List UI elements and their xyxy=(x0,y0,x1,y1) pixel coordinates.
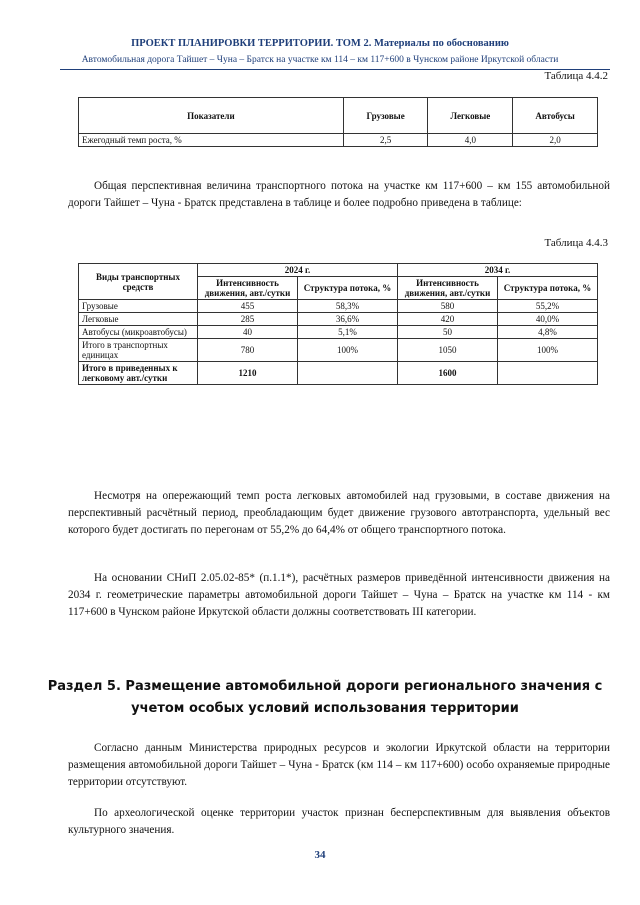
table1-header: Автобусы xyxy=(513,98,598,134)
table2-sub-header: Структура потока, % xyxy=(498,277,598,300)
table1-caption: Таблица 4.4.2 xyxy=(544,70,608,82)
paragraph-3: На основании СНиП 2.05.02-85* (п.1.1*), расчётных размеров приведённой интенсивности движения на 2034 г. геометрические параметры автомобильной дороги Тайшет – Чуна – Братск на участке км 114 - км 117+600 в Чунском районе Иркутской области должны соответствовать III категории. xyxy=(68,572,610,618)
paragraph-1: Общая перспективная величина транспортного потока на участке км 117+600 – км 155 автомобильной дороги Тайшет – Чуна - Братск представлена в таблице и более подробно приведена в таблице: xyxy=(68,180,610,209)
table1-cell: Ежегодный темп роста, % xyxy=(79,134,344,147)
header-subtitle: Автомобильная дорога Тайшет – Чуна – Братск на участке км 114 – км 117+600 в Чунском районе Иркутской области xyxy=(81,55,559,65)
paragraph-4: Согласно данным Министерства природных ресурсов и экологии Иркутской области на территории размещения автомобильной дороги Тайшет – Чуна - Братск (км 114 – км 117+600) особо охраняемые природные территории отсутствуют. xyxy=(68,742,610,788)
header-title: ПРОЕКТ ПЛАНИРОВКИ ТЕРРИТОРИИ. ТОМ 2. Материалы по обоснованию xyxy=(131,38,509,49)
table-row: Автобусы (микроавтобусы) 40 5,1% 50 4,8% xyxy=(79,326,598,339)
table2-sub-header: Интенсивность движения, авт./сутки xyxy=(398,277,498,300)
table-row: Итого в транспортных единицах 780 100% 1050 100% xyxy=(79,339,598,362)
page-number: 34 xyxy=(314,849,326,861)
table2-sub-header: Интенсивность движения, авт./сутки xyxy=(198,277,298,300)
paragraph-5: По археологической оценке территории участок признан бесперспективным для выявления объектов культурного значения. xyxy=(68,807,610,836)
table2-year-header: 2024 г. xyxy=(198,264,398,277)
table1-header: Показатели xyxy=(79,98,344,134)
table1-cell: 2,5 xyxy=(343,134,428,147)
table-row: Грузовые 455 58,3% 580 55,2% xyxy=(79,300,598,313)
header-divider xyxy=(60,69,610,70)
section-title: Раздел 5. Размещение автомобильной дороги регионального значения с учетом особых условий использования территории xyxy=(47,679,603,716)
table-row-total: Итого в приведенных к легковому авт./сутки 1210 1600 xyxy=(79,362,598,385)
table2-sub-header: Структура потока, % xyxy=(298,277,398,300)
table1-cell: 2,0 xyxy=(513,134,598,147)
table1-header: Грузовые xyxy=(343,98,428,134)
table1-cell: 4,0 xyxy=(428,134,513,147)
paragraph-2: Несмотря на опережающий темп роста легковых автомобилей над грузовыми, в составе движения на перспективный расчётный период, преобладающим будет движение грузового автотранспорта, удельный вес которого будет достигать по перегонам от 55,2% до 64,4% от общего транспортного потока. xyxy=(68,490,610,536)
growth-rate-table xyxy=(78,97,598,147)
traffic-table xyxy=(78,263,598,385)
table2-year-header: 2034 г. xyxy=(398,264,598,277)
table1-header: Легковые xyxy=(428,98,513,134)
table2-caption: Таблица 4.4.3 xyxy=(544,237,608,249)
table-row: Легковые 285 36,6% 420 40,0% xyxy=(79,313,598,326)
table2-col-header: Виды транспортных средств xyxy=(79,264,198,300)
